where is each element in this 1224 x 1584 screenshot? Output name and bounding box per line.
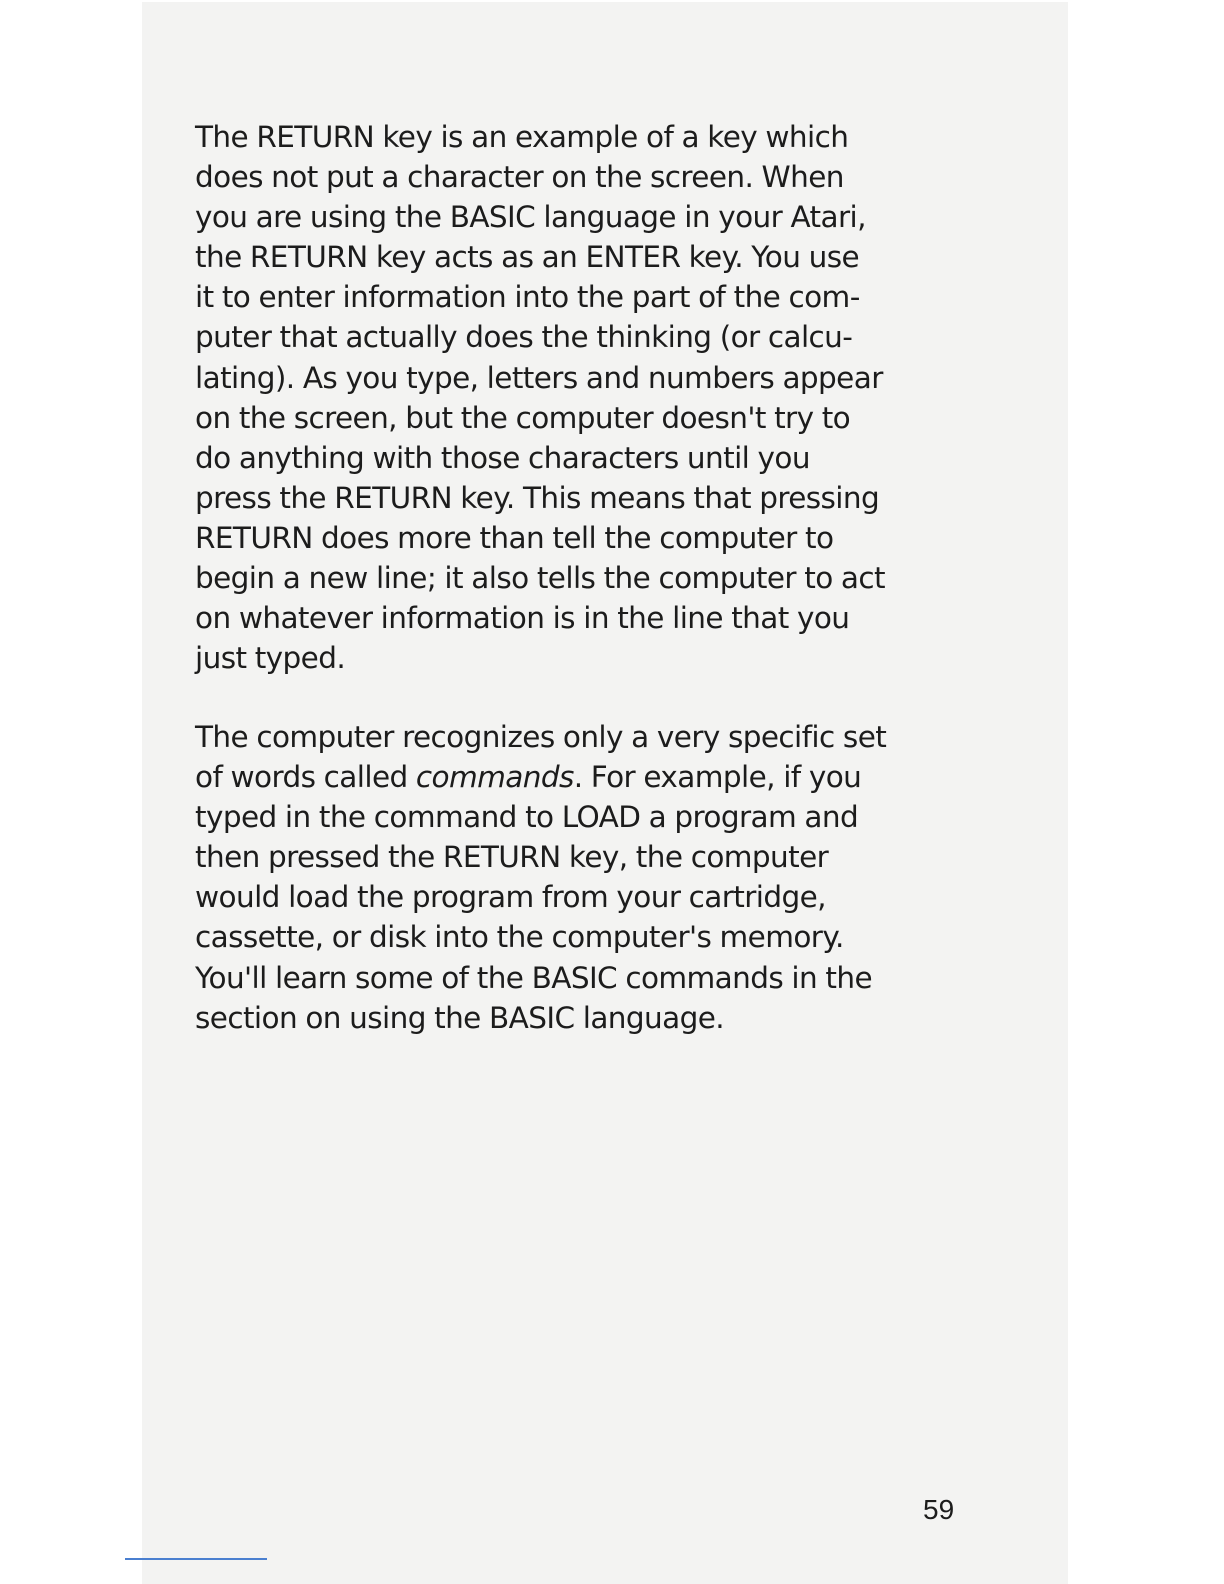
paragraph-commands (195, 717, 955, 1038)
text-line: begin a new line; it also tells the computer to act (195, 561, 885, 596)
text-line: section on using the BASIC language. (195, 1000, 725, 1035)
text-line: it to enter information into the part of the com- (195, 280, 860, 315)
text-line: cassette, or disk into the computer's memory. (195, 920, 844, 955)
emphasized-term: commands (415, 760, 574, 795)
text-line: puter that actually does the thinking (or calcu- (195, 320, 853, 355)
text-line: press the RETURN key. This means that pressing (195, 480, 880, 515)
text-line: The computer recognizes only a very specific set (195, 720, 887, 754)
text-line: typed in the command to LOAD a program and (195, 800, 859, 835)
text-line: you are using the BASIC language in your Atari, (195, 200, 866, 235)
text-line (195, 757, 955, 797)
text-line: would load the program from your cartridge, (195, 880, 826, 915)
text-line: on whatever information is in the line that you (195, 601, 850, 636)
page-number: 59 (923, 1494, 955, 1525)
text-line: RETURN does more than tell the computer to (195, 520, 834, 555)
text-line: does not put a character on the screen. When (195, 160, 844, 195)
text-fragment: of words called (195, 760, 416, 795)
paragraph-return-key (195, 117, 955, 678)
text-fragment: . For example, if you (573, 760, 862, 795)
text-line: then pressed the RETURN key, the computer (195, 840, 829, 875)
text-line: do anything with those characters until you (195, 440, 810, 475)
text-line: just typed. (195, 641, 346, 676)
text-line: the RETURN key acts as an ENTER key. You use (195, 240, 860, 275)
margin-rule (125, 1558, 267, 1560)
text-line: on the screen, but the computer doesn't try to (195, 400, 851, 435)
text-line: The RETURN key is an example of a key which (195, 120, 849, 154)
text-line: lating). As you type, letters and numbers appear (195, 360, 883, 395)
text-line: You'll learn some of the BASIC commands in the (195, 960, 873, 995)
